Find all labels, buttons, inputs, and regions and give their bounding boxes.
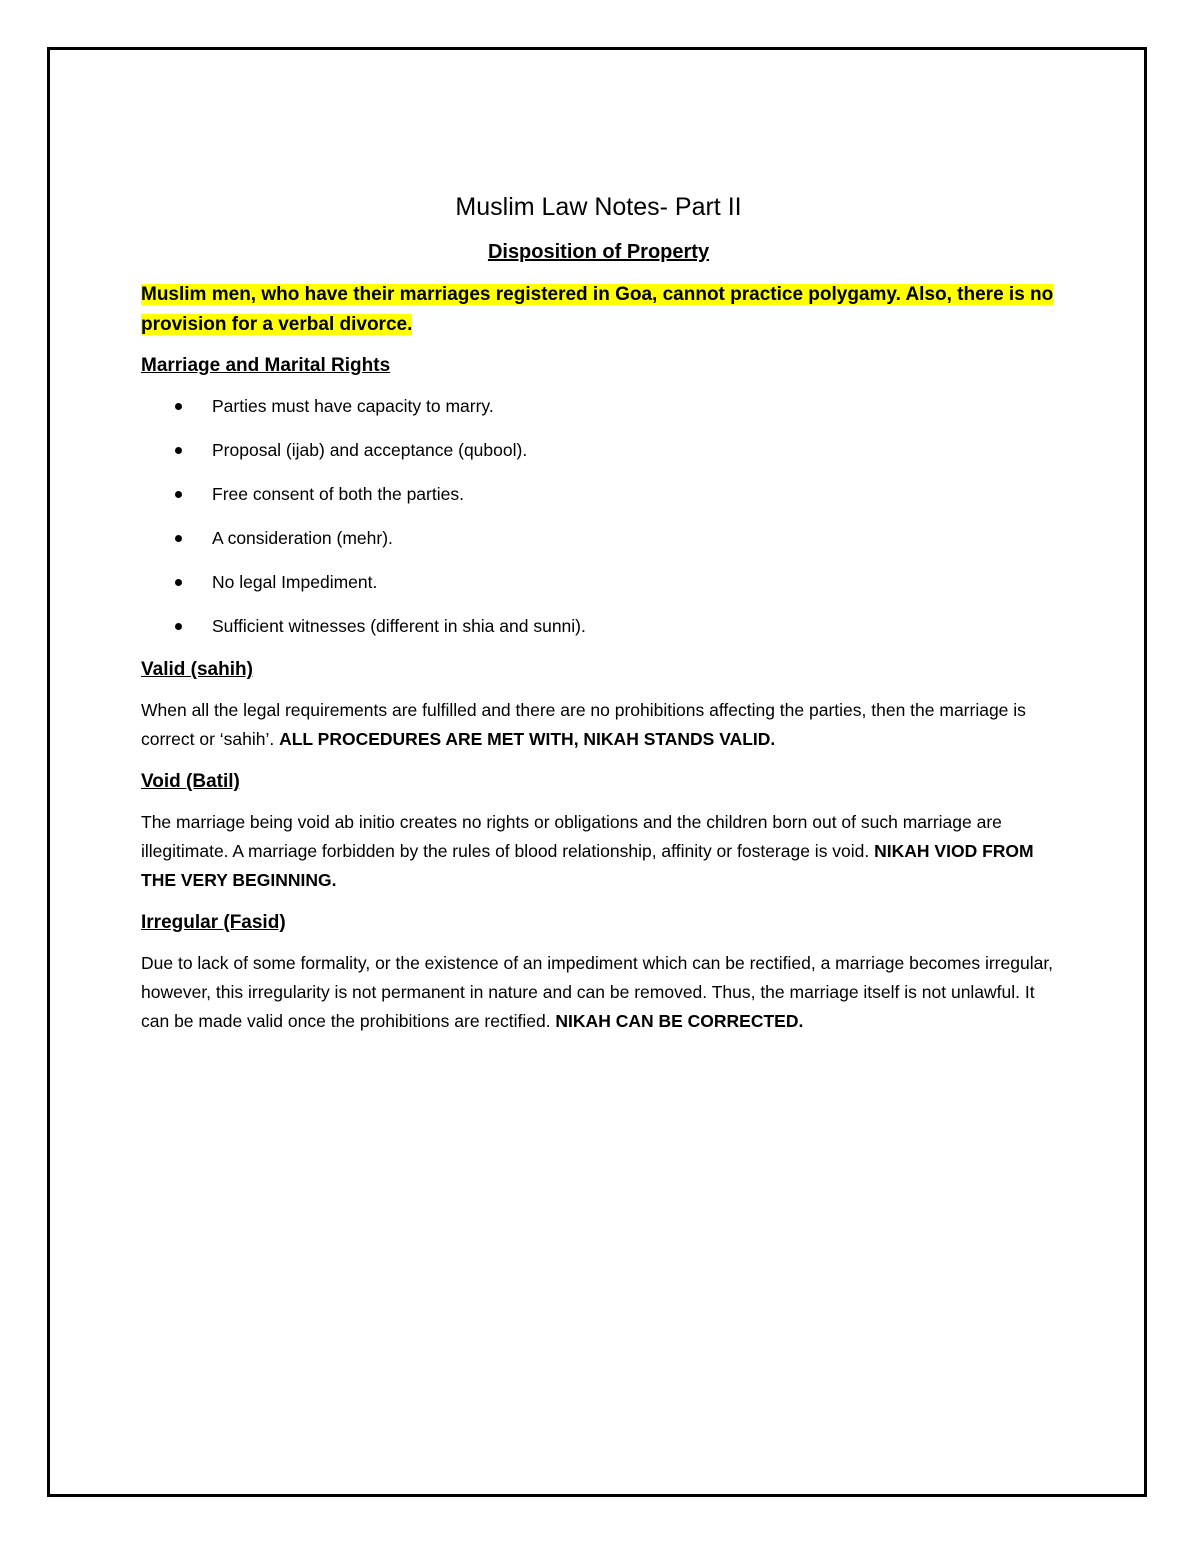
bullet-icon: [175, 535, 182, 542]
bullet-icon: [175, 579, 182, 586]
bullet-icon: [175, 623, 182, 630]
paragraph-void: The marriage being void ab initio creates no rights or obligations and the children born out of such marriage are illegitimate. A marriage forbidden by the rules of blood relationship, affinity or fosterage is void. NIKAH VIOD FROM THE VERY BEGINNING.: [141, 812, 1034, 890]
section-heading-void: Void (Batil): [141, 771, 240, 792]
highlighted-note-text: Muslim men, who have their marriages registered in Goa, cannot practice polygamy. Also, there is no provision for a verbal divorce.: [141, 284, 1054, 335]
requirements-list: [141, 392, 1056, 641]
emphasis-valid: ALL PROCEDURES ARE MET WITH, NIKAH STANDS VALID.: [279, 729, 776, 749]
emphasis-void: NIKAH VIOD FROM THE VERY BEGINNING.: [141, 841, 1034, 890]
paragraph-irregular: Due to lack of some formality, or the existence of an impediment which can be rectified, a marriage becomes irregular, however, this irregularity is not permanent in nature and can be removed. Thus, the marriage itself is not unlawful. It can be made valid once the prohibitions are rectified. NIKAH CAN BE CORRECTED.: [141, 953, 1054, 1031]
document-subtitle: Disposition of Property: [487, 241, 710, 263]
list-item: Free consent of both the parties.: [141, 480, 1056, 509]
document-title: Muslim Law Notes- Part II: [455, 193, 742, 221]
list-item: Parties must have capacity to marry.: [141, 392, 1056, 421]
section-heading-valid: Valid (sahih): [141, 659, 253, 680]
section-heading-irregular: Irregular (Fasid): [141, 912, 286, 933]
bullet-icon: [175, 447, 182, 454]
list-item: No legal Impediment.: [141, 568, 1056, 597]
highlighted-note: [141, 280, 1056, 340]
bullet-icon: [175, 403, 182, 410]
list-item: A consideration (mehr).: [141, 524, 1056, 553]
section-heading-marriage: Marriage and Marital Rights: [141, 355, 391, 376]
document-body: [141, 190, 1056, 1050]
list-item: Proposal (ijab) and acceptance (qubool).: [141, 436, 1056, 465]
bullet-icon: [175, 491, 182, 498]
paragraph-valid: When all the legal requirements are fulfilled and there are no prohibitions affecting the parties, then the marriage is correct or ‘sahih’. ALL PROCEDURES ARE MET WITH, NIKAH STANDS VALID.: [141, 700, 1026, 749]
emphasis-irregular: NIKAH CAN BE CORRECTED.: [555, 1011, 804, 1031]
list-item: Sufficient witnesses (different in shia and sunni).: [141, 612, 1056, 641]
